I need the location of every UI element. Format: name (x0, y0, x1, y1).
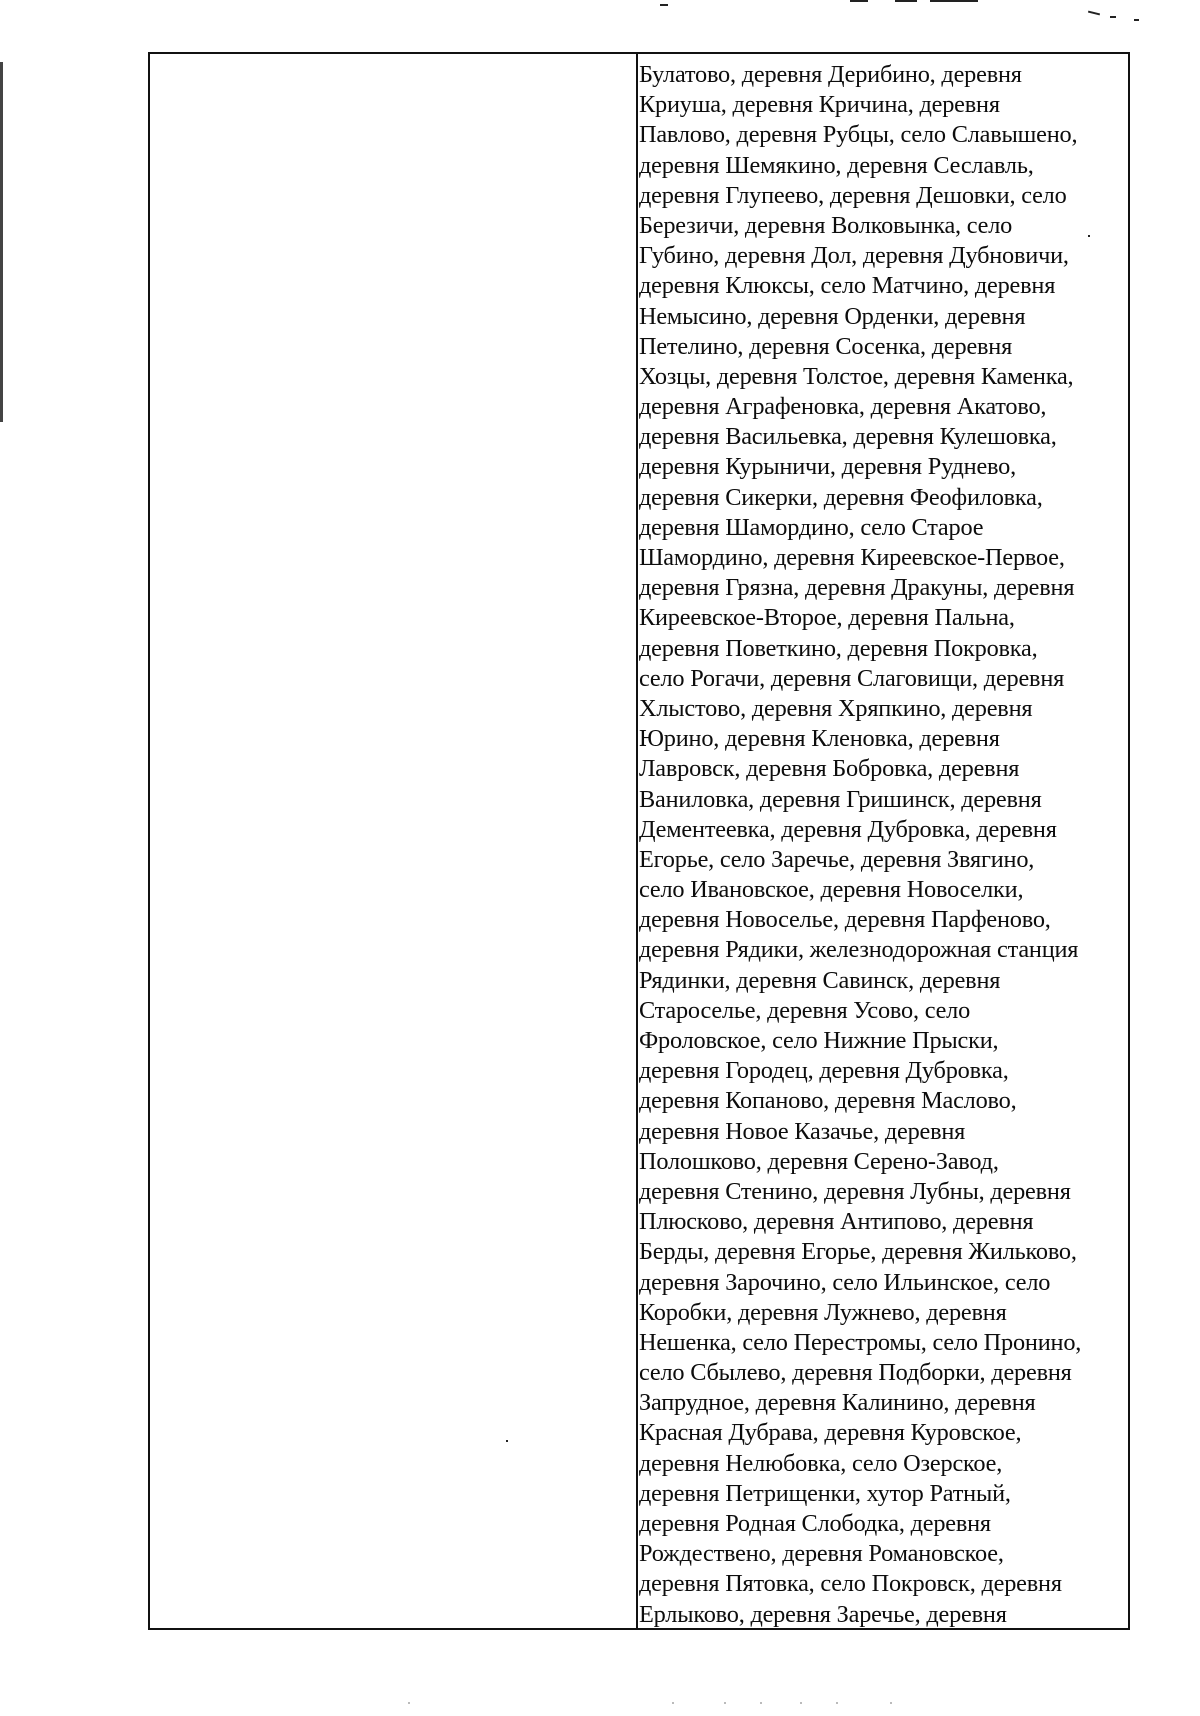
text-line: деревня Новоселье, деревня Парфеново, (639, 906, 1051, 934)
text-line: Петелино, деревня Сосенка, деревня (639, 332, 1013, 360)
text-line: Староселье, деревня Усово, село (639, 996, 971, 1024)
text-line: деревня Клюксы, село Матчино, деревня (639, 272, 1056, 300)
scan-artifact (1110, 16, 1116, 18)
text-line: Коробки, деревня Лужнево, деревня (639, 1298, 1007, 1326)
text-line: деревня Рядики, железнодорожная станция (639, 936, 1079, 964)
text-line: Фроловское, село Нижние Прыски, (639, 1027, 999, 1054)
text-line: Булатово, деревня Дерибино, деревня (639, 61, 1022, 88)
text-line: деревня Родная Слободка, деревня (639, 1510, 991, 1537)
text-line: деревня Стенино, деревня Лубны, деревня (639, 1177, 1071, 1205)
text-line: деревня Копаново, деревня Маслово, (639, 1087, 1017, 1115)
text-line: Хлыстово, деревня Хряпкино, деревня (639, 694, 1033, 722)
scan-edge-mark (0, 62, 3, 422)
text-line: деревня Грязна, деревня Дракуны, деревня (639, 574, 1075, 602)
text-line: Нешенка, село Перестромы, село Пронино, (639, 1328, 1082, 1356)
text-line: село Ивановское, деревня Новоселки, (639, 876, 1024, 904)
table-cell-left (150, 54, 636, 1628)
text-line: деревня Курыничи, деревня Руднево, (639, 453, 1016, 481)
scan-artifact (660, 4, 668, 6)
table-column-divider (636, 52, 638, 1630)
scan-artifact (408, 1702, 410, 1704)
text-line: деревня Городец, деревня Дубровка, (639, 1057, 1009, 1085)
scan-artifact (836, 1702, 838, 1704)
table-cell-settlements (639, 60, 1129, 1628)
scan-artifact (724, 1702, 726, 1704)
text-line: деревня Зарочино, село Ильинское, село (639, 1268, 1051, 1296)
text-line: Полошково, деревня Серено-Завод, (639, 1147, 999, 1175)
text-line: Лавровск, деревня Бобровка, деревня (639, 755, 1020, 783)
text-line: село Рогачи, деревня Слаговищи, деревня (639, 664, 1065, 692)
text-line: деревня Сикерки, деревня Феофиловка, (639, 483, 1043, 511)
text-line: Павлово, деревня Рубцы, село Славышено, (639, 121, 1078, 149)
text-line: Киреевское-Второе, деревня Пальна, (639, 604, 1015, 632)
text-line: Плюсково, деревня Антипово, деревня (639, 1208, 1034, 1236)
scan-artifact (800, 1702, 802, 1704)
text-line: Дементеевка, деревня Дубровка, деревня (639, 815, 1057, 843)
scan-artifact (672, 1702, 674, 1704)
text-line: Рядинки, деревня Савинск, деревня (639, 966, 1001, 994)
text-line: деревня Нелюбовка, село Озерское, (639, 1449, 1003, 1477)
text-line: Ерлыково, деревня Заречье, деревня (639, 1600, 1007, 1628)
scan-artifact (1134, 19, 1139, 21)
scan-artifact (850, 0, 868, 2)
text-line: деревня Новое Казачье, деревня (639, 1117, 966, 1145)
text-line: деревня Аграфеновка, деревня Акатово, (639, 393, 1047, 421)
text-line: Красная Дубрава, деревня Куровское, (639, 1419, 1022, 1447)
text-line: Берды, деревня Егорье, деревня Жильково, (639, 1238, 1077, 1266)
text-line: деревня Шамордино, село Старое (639, 513, 984, 541)
scan-artifact (895, 0, 917, 2)
text-line: деревня Пятовка, село Покровск, деревня (639, 1570, 1062, 1598)
scan-artifact (890, 1702, 892, 1704)
text-line: Ваниловка, деревня Гришинск, деревня (639, 785, 1042, 813)
text-line: Хозцы, деревня Толстое, деревня Каменка, (639, 362, 1074, 390)
text-line: Рождествено, деревня Романовское, (639, 1540, 1004, 1568)
text-line: Юрино, деревня Кленовка, деревня (639, 725, 1000, 753)
text-line: Березичи, деревня Волковынка, село (639, 211, 1013, 239)
text-line: деревня Поветкино, деревня Покровка, (639, 634, 1038, 662)
text-line: село Сбылево, деревня Подборки, деревня (639, 1359, 1072, 1387)
text-line: Криуша, деревня Кричина, деревня (639, 91, 1000, 119)
text-line: Запрудное, деревня Калинино, деревня (639, 1389, 1036, 1417)
text-line: Губино, деревня Дол, деревня Дубновичи, (639, 242, 1069, 270)
text-line: деревня Петрищенки, хутор Ратный, (639, 1479, 1011, 1507)
scan-artifact (760, 1702, 762, 1704)
text-line: деревня Васильевка, деревня Кулешовка, (639, 423, 1057, 451)
scan-artifact (1088, 11, 1100, 16)
text-line: Егорье, село Заречье, деревня Звягино, (639, 845, 1035, 873)
text-line: деревня Глупеево, деревня Дешовки, село (639, 181, 1067, 209)
text-line: Немысино, деревня Орденки, деревня (639, 302, 1026, 330)
scan-artifact (930, 0, 978, 2)
text-line: деревня Шемякино, деревня Сеславль, (639, 151, 1034, 179)
text-line: Шамордино, деревня Киреевское-Первое, (639, 544, 1065, 571)
